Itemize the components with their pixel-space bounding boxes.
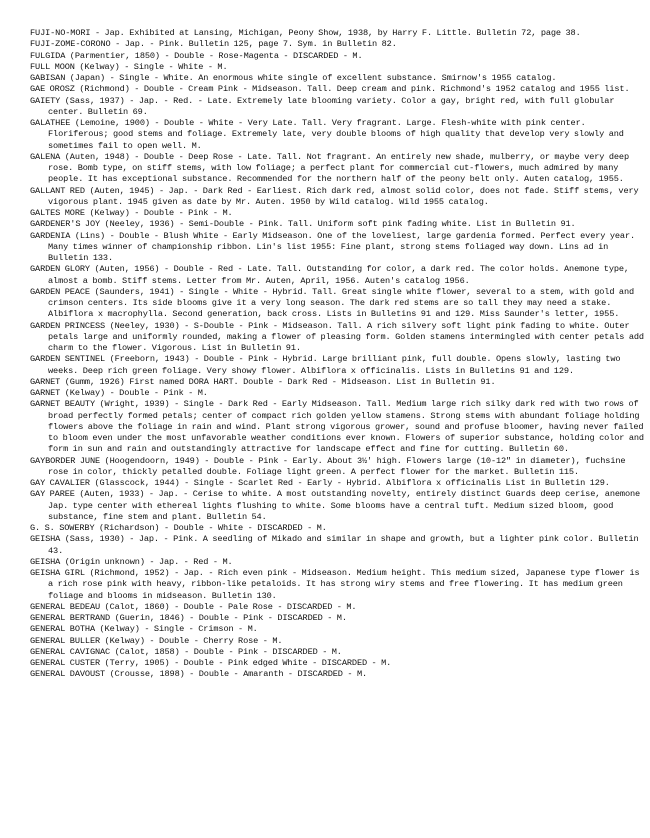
- peony-entry: GARDENIA (Lins) - Double - Blush White - Early Midseason. One of the loveliest, large gardenia formed. Perfect every year. Many times winner of championship ribbon. Lin's list 1955: Fine plant, strong stems foliaged way down. Lins ad in Bulletin 133.: [30, 230, 636, 263]
- peony-entry: FULL MOON (Kelway) - Single - White - M.: [30, 61, 228, 72]
- peony-entry: GALENA (Auten, 1948) - Double - Deep Rose - Late. Tall. Not fragrant. An entirely new shade, mulberry, or maybe very deep rose. Bomb type, on stiff stems, with low foliage; a perfect plant for commercial cut-flowers, much admired by many people. It has exceptional substance. Recommended for the northern half of the peony belt only. Auten catalog, 1955.: [30, 151, 629, 185]
- peony-entry: GEISHA GIRL (Richmond, 1952) - Jap. - Rich even pink - Midseason. Medium height. This medium sized, Japanese type flower is a rich rose pink with heavy, ribbon-like petaloids. It has strong wiry stems and free flowering. It has medium green foliage and blooms in midseason. Bulletin 130.: [30, 568, 640, 601]
- peony-entry: GARDEN SENTINEL (Freeborn, 1943) - Double - Pink - Hybrid. Large brilliant pink, full double. Opens slowly, lasting two weeks. Deep rich green foliage. Very showy flower. Albiflora x officinalis. Lists in Bulletins 91 and 129.: [30, 354, 621, 376]
- peony-entry: GARDEN PRINCESS (Neeley, 1930) - S-Double - Pink - Midseason. Tall. A rich silvery soft light pink fading to white. Outer petals large and uniformly rounded, making a flower of pleasing form. Golden stamens intermingled with center petals add charm to the flower. Vigorous. List in Bulletin 91.: [30, 320, 644, 353]
- peony-entry: GAE OROSZ (Richmond) - Double - Cream Pink - Midseason. Tall. Deep cream and pink. Richmond's 1952 catalog and 1955 list.: [30, 84, 630, 95]
- peony-entry: GARDEN GLORY (Auten, 1956) - Double - Red - Late. Tall. Outstanding for color, a dark red. The color holds. Anemone type, almost a bomb. Stiff stems. Letter from Mr. Auten, April, 1956. Auten's catalog 1956.: [30, 264, 629, 286]
- peony-entry: GENERAL CAVIGNAC (Calot, 1858) - Double - Pink - DISCARDED - M.: [30, 646, 342, 657]
- peony-entry: GABISAN (Japan) - Single - White. An enormous white single of excellent substance. Smirnow's 1955 catalog.: [30, 73, 557, 83]
- peony-entry: FUJI-ZOME-CORONO - Jap. - Pink. Bulletin 125, page 7. Sym. in Bulletin 82.: [30, 39, 397, 50]
- peony-entry: GARNET (Kelway) - Double - Pink - M.: [30, 388, 208, 398]
- peony-entry: GEISHA (Origin unknown) - Jap. - Red - M.: [30, 556, 233, 567]
- peony-entry: GARDEN PEACE (Saunders, 1941) - Single - White - Hybrid. Tall. Great single white flower, several to a stem, with gold and crimson centers. Its side blooms give it a very long season. The dark red stems are so tall they may need a stake. Albiflora x macrophylla. Second generation, back cross. Lists in Bulletins 91 and 129. Miss Saunder's letter, 1955.: [30, 286, 635, 320]
- peony-entry: GARNET BEAUTY (Wright, 1939) - Single - Dark Red - Early Midseason. Tall. Medium large rich silky dark red with two rows of broad perfectly formed petals; center of compact rich golden yellow stamens. Strong stems with abundant foliage holding flowers above the foliage in rain and wind. Plant strong vigorous grower, sound and profuse bloomer, having never failed to bloom even under the most unfavorable weather conditions ever known. Flowers of superior substance, holding color and form in sun and rain and outstandingly attractive for landscape effect and fine for cutting. Bulletin 60.: [30, 399, 644, 455]
- peony-entry: GAIETY (Sass, 1937) - Jap. - Red. - Late. Extremely late blooming variety. Color a gay, bright red, with full globular center. Bulletin 69.: [30, 95, 615, 117]
- peony-entry: GARNET (Gumm, 1926) First named DORA HART. Double - Dark Red - Midseason. List in Bulletin 91.: [30, 376, 496, 387]
- peony-entry: GENERAL DAVOUST (Crousse, 1898) - Double - Amaranth - DISCARDED - M.: [30, 669, 368, 680]
- peony-entry: FUJI-NO-MORI - Jap. Exhibited at Lansing, Michigan, Peony Show, 1938, by Harry F. Little. Bulletin 72, page 38.: [30, 28, 581, 38]
- peony-entry: GEISHA (Sass, 1930) - Jap. - Pink. A seedling of Mikado and similar in shape and growth, but a lighter pink color. Bulletin 43.: [30, 534, 639, 556]
- peony-entry: GAY CAVALIER (Glasscock, 1944) - Single - Scarlet Red - Early - Hybrid. Albiflora x officinalis List in Bulletin 129.: [30, 478, 610, 488]
- peony-entry: GAYBORDER JUNE (Hoogendoorn, 1949) - Double - Pink - Early. About 3½' high. Flowers large (10-12" in diameter), fuchsine rose in color, thickly petalled double. Foliage light green. A perfect flower for the market. Bulletin 115.: [30, 455, 626, 477]
- peony-entry: GENERAL BULLER (Kelway) - Double - Cherry Rose - M.: [30, 635, 283, 646]
- peony-entry: GAY PAREE (Auten, 1933) - Jap. - Cerise to white. A most outstanding novelty, entirely distinct Guards deep cerise, anemone Jap. type center with ethereal lights flushing to white. Some blooms have a central tuft. Medium sized bloom, good substance, fine stem and plant. Bulletin 54.: [30, 489, 641, 522]
- peony-entry: GALTES MORE (Kelway) - Double - Pink - M.: [30, 208, 233, 218]
- peony-entry: GENERAL BERTRAND (Guerin, 1846) - Double - Pink - DISCARDED - M.: [30, 613, 347, 623]
- peony-entry: GARDENER'S JOY (Neeley, 1936) - Semi-Double - Pink. Tall. Uniform soft pink fading white. List in Bulletin 91.: [30, 219, 576, 230]
- peony-entry: G. S. SOWERBY (Richardson) - Double - White - DISCARDED - M.: [30, 523, 327, 533]
- peony-entry: GALLANT RED (Auten, 1945) - Jap. - Dark Red - Earliest. Rich dark red, almost solid color, does not fade. Stiff stems, very vigorous plant. 1945 given as date by Mr. Auten. 1950 by Wild catalog. Wild 1955 catalog.: [30, 185, 639, 207]
- entry-list: [30, 28, 644, 681]
- peony-entry: GENERAL BOTHA (Kelway) - Single - Crimson - M.: [30, 624, 258, 635]
- peony-entry: GENERAL BEDEAU (Calot, 1860) - Double - Pale Rose - DISCARDED - M.: [30, 601, 357, 612]
- peony-entry: GENERAL CUSTER (Terry, 1905) - Double - Pink edged White - DISCARDED - M.: [30, 658, 392, 668]
- peony-entry: GALATHEE (Lemoine, 1900) - Double - White - Very Late. Tall. Very fragrant. Large. Flesh-white with pink center. Floriferous; good stems and foliage. Extremely late, very double blooms of high quality that develop very slowly and sometimes fail to open well. M.: [30, 118, 624, 151]
- peony-entry: FULGIDA (Parmentier, 1850) - Double - Rose-Magenta - DISCARDED - M.: [30, 50, 363, 61]
